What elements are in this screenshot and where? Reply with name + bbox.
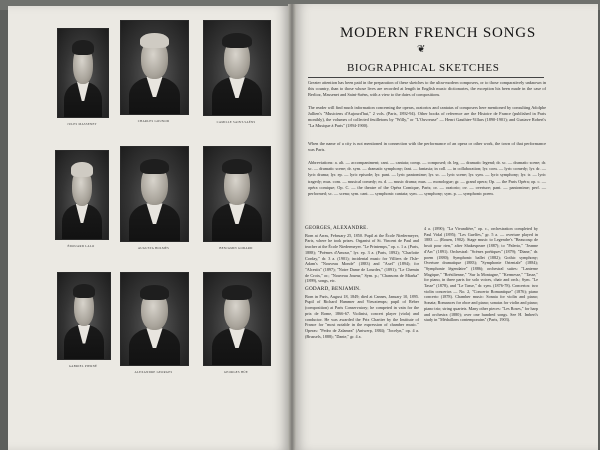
entry-body: Born at Arras, February 25, 1850. Pupil at the École Niedermeyer, Paris, where he took prizes. Organist of St. Vincent de Paul and teacher at the École Niedermeyer. "Le Printemps," op. c. 1 a. (Paris, 1888); "Poèmes d'Amour," lyr. ep. 3 a. (Paris, 1892); "Charlotte Corday," dr. 3 a. (1901); incidental music for Villiers de l'Isle-Adam's "Nouveau Monde" (1883) and "Axel" (1894); for "Alcestis" (1897); "Notre Dame de Lourdes," (1891); "Le Chemin de Croix," or.; "Nouveau Joueur," Sym. p.; "Chansons de Miarka" (1899), songs, etc. (305, 232, 419, 284)
portrait-caption: CAMILLE SAINT-SAËNS (216, 120, 256, 124)
entry-heading: GODARD, BENJAMIN. (305, 286, 361, 293)
page-title: MODERN FRENCH SONGS (340, 25, 537, 41)
portrait-hair (140, 159, 169, 174)
portrait-hair (222, 285, 251, 300)
portrait-photo (120, 20, 189, 115)
ornament-icon: ❦ (417, 44, 426, 55)
entry-heading: GEORGES, ALEXANDRE. (305, 225, 369, 231)
portrait-hair (140, 33, 169, 48)
portrait-caption: JULES MASSENET (67, 122, 97, 126)
entry-body: Born in Paris, August 18, 1849; died at Cannes, January 10, 1895. Pupil of Richard Hammer and Vieuxtemps; pupil of Reber (composition) at Paris Conservatory; he competed in vain for the prix de Rome, 1866-67. Violinist, concert player (viola) and conductor. He was awarded the Prix Chartier by the Institute of France for "most notable in the expression of chamber music." Operas: "Pedro de Zalamea" (Antwerp, 1884); "Jocelyn," op. 4 a. (Brussels, 1888); "Dante," gr. 4 a. (305, 293, 419, 339)
portrait-caption: ALEXANDRE GEORGES (134, 370, 173, 374)
portrait-caption: BENJAMIN GODARD (219, 246, 253, 250)
entry-body: 4 a. (1890); "La Vivandière," op. c., orchestration completed by Paul Vidal (1895); "Les Guelfes," gr. 5 a. — overture played in 1883 — (Rouen, 1902). Stage music to Legendre's "Beaucoup de bruit pour rien," after Shakespeare (1887); to "Palerio," "Jeanne d'Arc" (1891). Orchestral: "Scènes poétiques" (1879); "Diane," dr. poem (1880); Symphonic ballet (1882); Gothic symphony; Overture dramatique (1883); "Symphonie Orientale" (1884); "Symphonie légendaire" (1886); orchestral suites: "Lanterne Magique," "Brésilienne," "Sur la Montagne," "Kermesse," "Tasse," for piano, in three parts for solo voices, chair and orch.; Sym. "Le Tasse" (1878), and "Le Tasse," dr. sym. (1876-78). Concertos: two violin concertos — No. 2, "Concerto Romantique" (1876); piano concerto (1878). Chamber music: Sonata for violin and piano; Sonata; Romances for oboe and piano; sonatas for violin and piano; piano trio; string quartets. Many other pieces: "Les Roses," for harp and orchestra (1880); over one hundred songs. See H. Imbert's study in "Médaillons contemporains" (Paris, 1903). (424, 226, 538, 323)
portrait (203, 146, 269, 254)
portrait-hair (72, 40, 94, 54)
portrait-caption: AUGUSTA HOLMÈS (137, 246, 170, 250)
portrait-hair (71, 162, 94, 176)
intro-paragraph: Greater attention has been paid in the preparation of these sketches to the ultra-modern composers, or to those comparatively unknown in this country, than to those whose lives are recorded at length in English music dictionaries, the exception his been made in the case of Berlioz, Massenet and Saint-Saëns, with a view to the dates of compositions. (308, 80, 546, 98)
abbreviations-paragraph: Abbreviations: a. alt. — accompaniment; cant. — cantata; comp. — composed; dr. leg. — dramatic legend; dr. sc. — dramatic scene; dr. sc. — dramatic scene; dr. sym. — dramatic symphony; fant. — fantasia; in coll. — in collaboration; lyr. com. — lyric comedy; lyr. dr. — lyric drama; lyr. ep. — lyric episode; lyr. pant. — lyric pantomime; lyr. sc. — lyric scene; lyr. sym. — lyric symphony; lyr. tr. — lyric tragedy; mus. com. — musical comedy; m. d. — music drama; mus. — monologue; gr. — grand opera; Op. — the Paris Opéra; op. c. — opéra comique; Op. C. — the theatre of the Opéra Comique, Paris; or. — oratorio; ov. — overture; pant. — pantomime; perf. — performed; sc. — scena; sym. cant. — symphonic cantata; sym. — symphony; sym. p. — symphonic poem. (308, 160, 546, 197)
portrait (203, 20, 269, 128)
reference-paragraph: The reader will find much information concerning the operas, oratorios and cantatas of composers here mentioned by consulting Adolphe Jullien's "Musiciens d'Aujourd'hui," 2 vols. (Paris, 1892-94). Other books of reference are the Histoire de France (published in Paris monthly), the volumes of collected feuilletons by "Willy," or "L'Ouvreuse" — Henri Gauthier-Villars (1890-1901); and Gustave Robert's "La Musique à Paris" (1894-1900). (308, 105, 546, 129)
portrait-caption: ÉDOUARD LALO (67, 244, 95, 248)
portrait-caption: GABRIEL PIERNÉ (68, 364, 98, 368)
section-heading: BIOGRAPHICAL SKETCHES (347, 62, 500, 74)
portrait (120, 20, 187, 127)
entries-column-left (305, 226, 419, 342)
portrait-photo (203, 20, 271, 116)
portrait (57, 272, 109, 372)
portrait (57, 28, 107, 130)
portrait-hair (222, 33, 251, 48)
note-paragraph: When the name of a city is not mentioned in connection with the performance of an opera or other work, the town of that performance was Paris. (308, 141, 546, 153)
entries-column-right (424, 226, 538, 326)
portrait-photo (203, 272, 271, 366)
book-gutter (288, 4, 296, 450)
portrait-hair (73, 284, 96, 298)
portrait-caption: CHARLES GOUNOD (137, 119, 170, 123)
portrait-caption: GEORGES HÜE (223, 370, 249, 374)
portrait (203, 272, 269, 378)
portrait-photo (57, 272, 111, 360)
portrait (120, 272, 187, 378)
heading-rule (308, 77, 544, 78)
portrait-hair (140, 285, 169, 300)
portrait-photo (55, 150, 109, 240)
portrait-hair (222, 159, 251, 174)
portrait (120, 146, 187, 254)
portrait-photo (203, 146, 271, 242)
portrait-photo (57, 28, 109, 118)
portrait (55, 150, 107, 252)
portrait-photo (120, 146, 189, 242)
portrait-photo (120, 272, 189, 366)
